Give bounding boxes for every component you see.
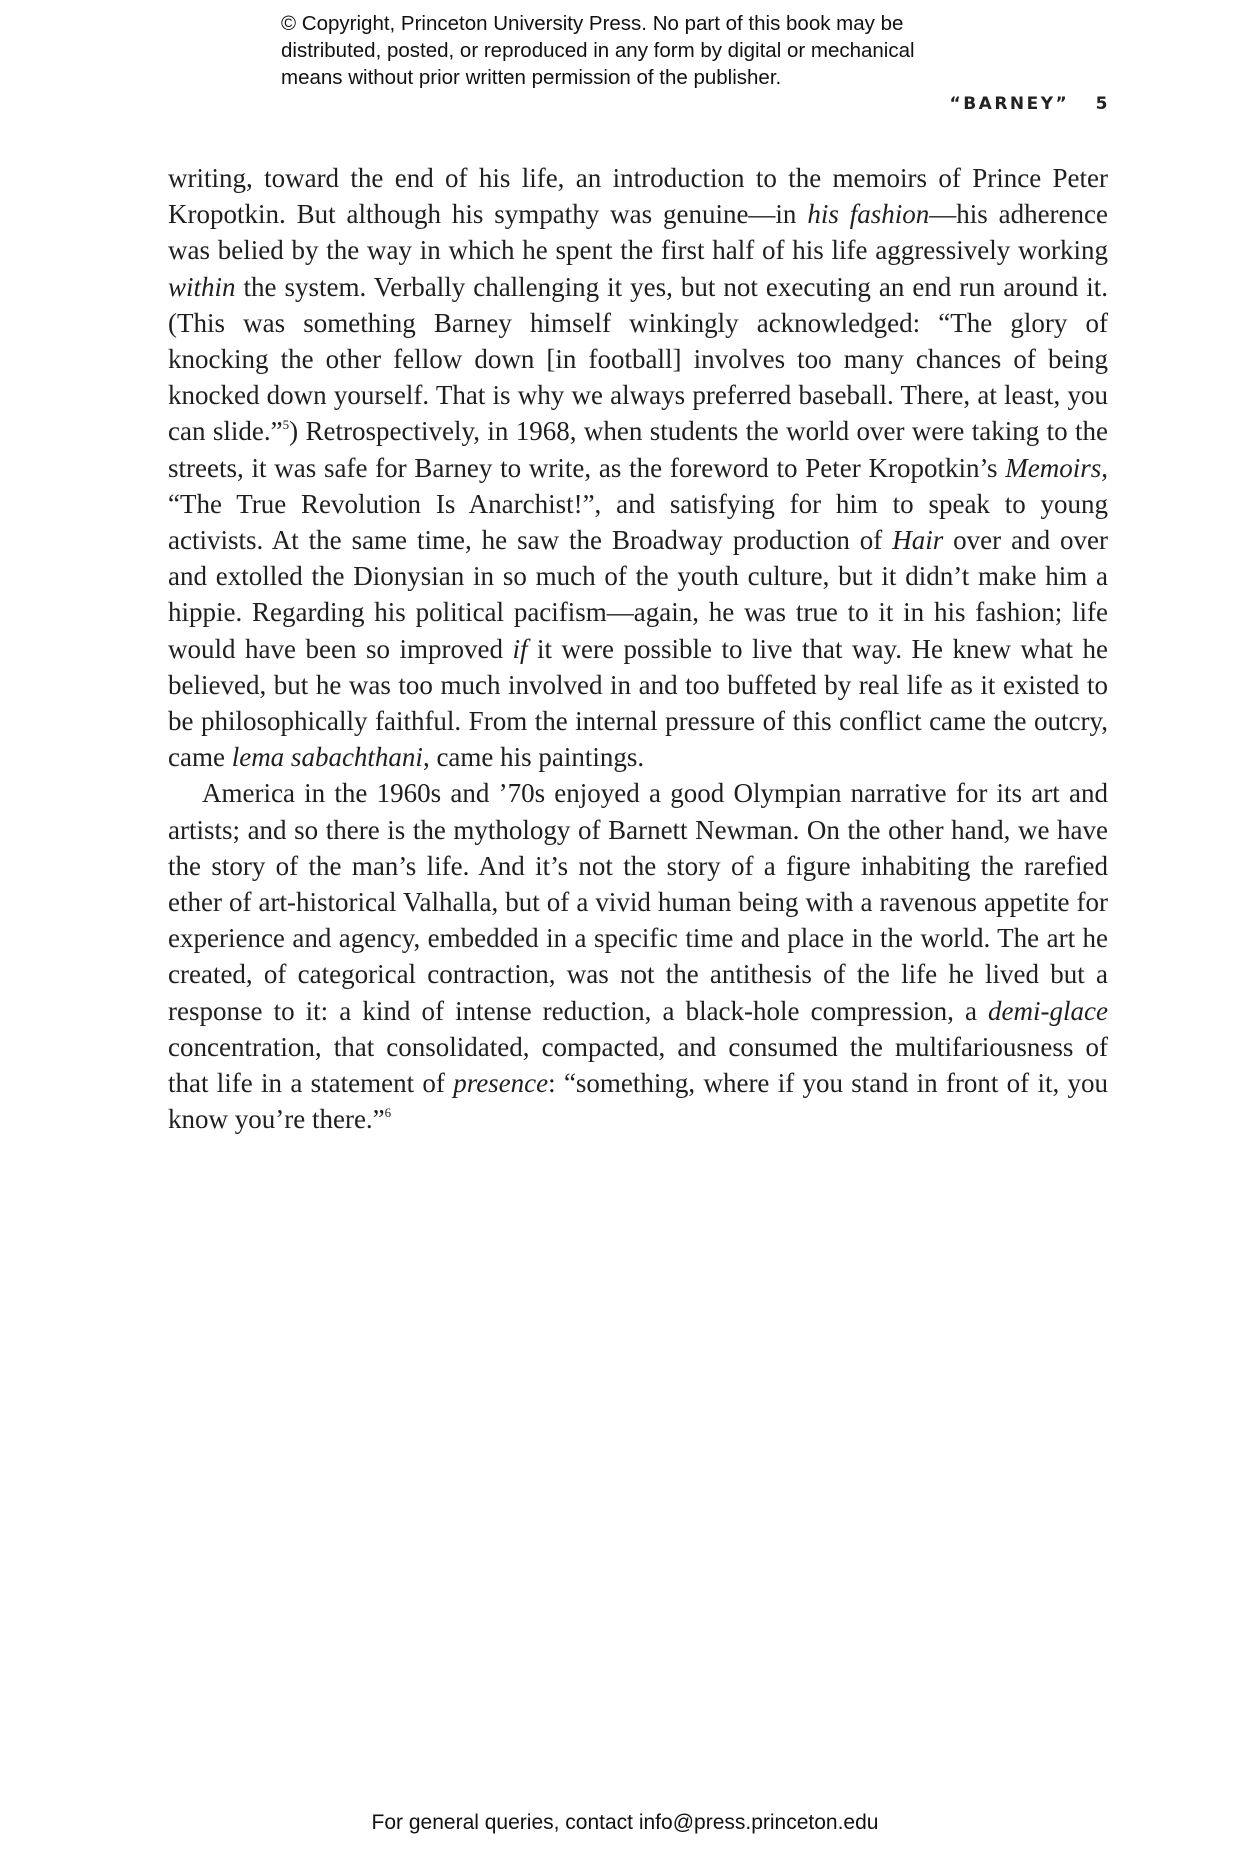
copyright-line: © Copyright, Princeton University Press. No part of this book may be (281, 12, 904, 35)
copyright-line: distributed, posted, or reproduced in any form by digital or mechanical (281, 39, 915, 62)
italic-text: demi-glace (988, 995, 1108, 1026)
italic-text: within (168, 271, 236, 302)
italic-text: Hair (892, 525, 944, 556)
italic-text: if (512, 633, 528, 664)
copyright-notice (281, 10, 1041, 91)
body-text (168, 160, 1108, 1137)
italic-text: presence (453, 1068, 549, 1099)
paragraph: America in the 1960s and ’70s enjoyed a good Olympian narrative for its art and artists; and so there is the mythology of Barnett Newman. On the other hand, we have the story of the man’s life. And it’s not the story of a figure inhabiting the rarefied ether of art-historical Valhalla, but of a vivid human being with a ravenous appetite for experience and agency, embedded in a specific time and place in the world. The art he created, of categorical contraction, was not the antithesis of the life he lived but a response to it: a kind of intense reduction, a black-hole compression, a demi-glace concentration, that consolidated, compacted, and consumed the multifariousness of that life in a statement of presence: “something, where if you stand in front of it, you know you’re there.”$^6$ (168, 778, 1109, 1135)
paragraph: writing, toward the end of his life, an introduction to the memoirs of Prince Peter Kropotkin. But although his sympathy was genuine—in his fashion—his adherence was belied by the way in which he spent the first half of his life aggressively working within the system. Verbally challenging it yes, but not executing an end run around it. (This was something Barney himself winkingly acknowledged: “The glory of knocking the other fellow down [in football] involves too many chances of being knocked down yourself. That is why we always preferred baseball. There, at least, you can slide.”$^5$) Retrospectively, in 1968, when students the world over were taking to the streets, it was safe for Barney to write, as the foreword to Peter Kropotkin’s Memoirs, “The True Revolution Is Anarchist!”, and satisfying for him to speak to young activists. At the same time, he saw the Broadway production of Hair over and over and extolled the Dionysian in so much of the youth culture, but it didn’t make him a hippie. Regarding his political pacifism—again, he was true to it in his fashion; life would have been so improved if it were possible to live that way. He knew what he believed, but he was too much involved in and too buffeted by real life as it existed to be philosophically faithful. From the internal pressure of this conflict came the outcry, came lema sabachthani, came his paintings. (168, 163, 1108, 773)
italic-text: Memoirs (1005, 452, 1102, 483)
italic-text: lema sabachthani (231, 742, 423, 773)
running-head (950, 94, 1110, 114)
footer-contact: For general queries, contact info@press.princeton.edu (371, 1811, 879, 1834)
running-head-title: “BARNEY” (949, 94, 1070, 114)
italic-text: his fashion (807, 199, 930, 230)
footnote-marker: 6 (384, 1105, 392, 1121)
page-number: 5 (1095, 94, 1110, 114)
footnote-marker: 5 (282, 417, 290, 433)
copyright-line: means without prior written permission of the publisher. (281, 66, 782, 89)
